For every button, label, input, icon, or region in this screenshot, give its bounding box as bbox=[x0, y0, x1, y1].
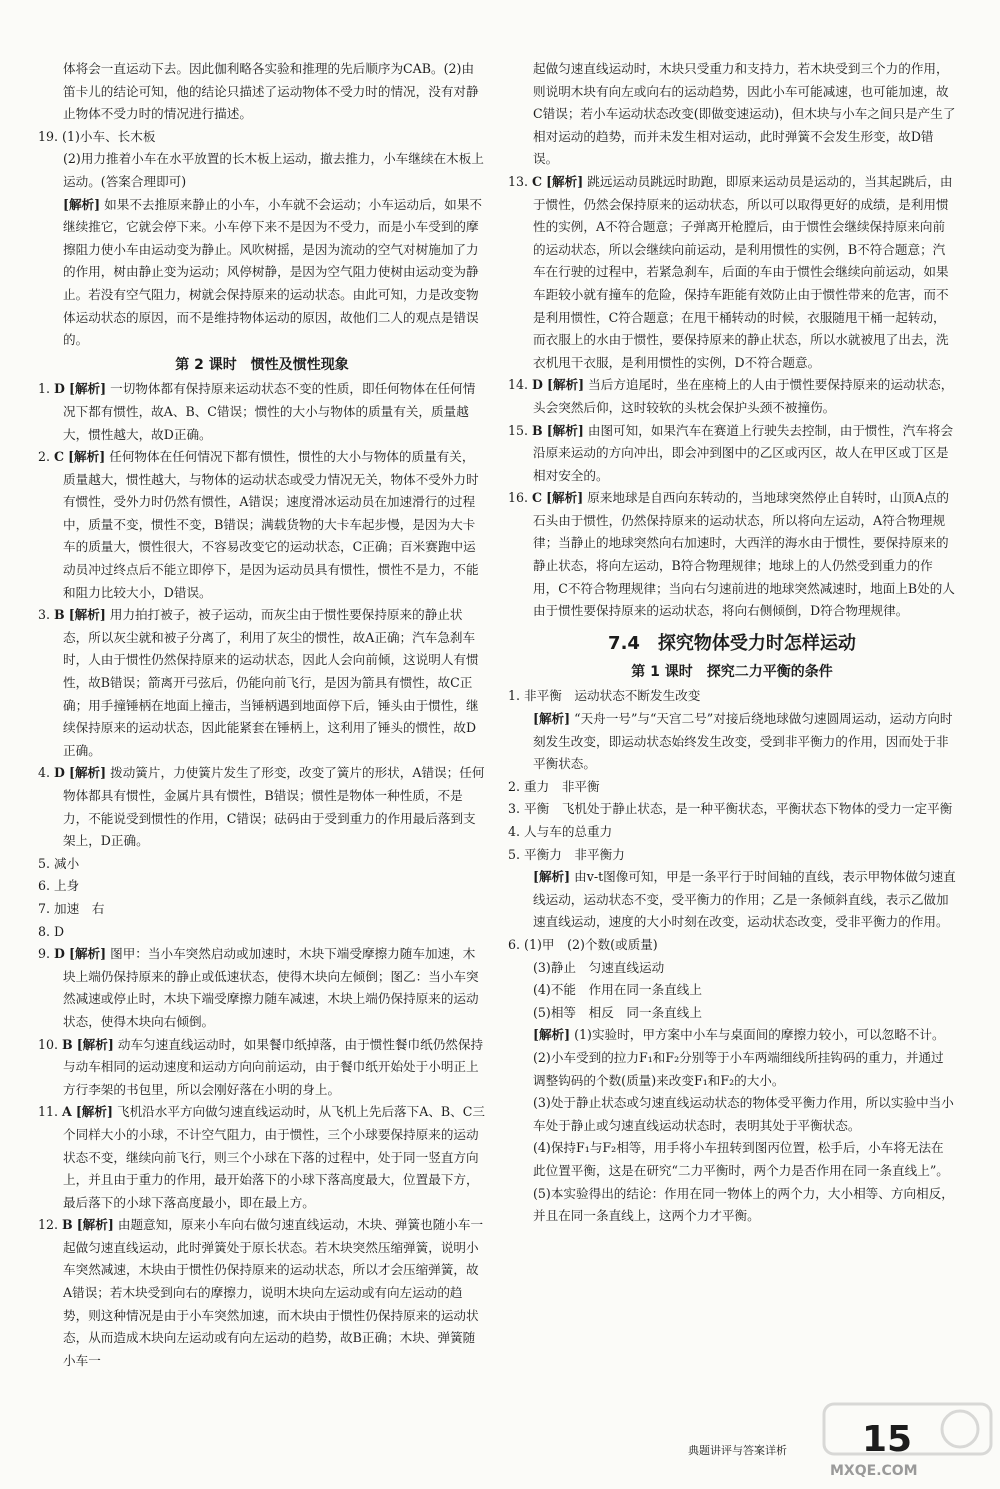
item-text: 平衡 飞机处于静止状态，是一种平衡状态，平衡状态下物体的受力一定平衡 bbox=[524, 801, 953, 817]
analysis-tag: [解析] bbox=[546, 422, 584, 438]
item-text: (4)不能 作用在同一条直线上 bbox=[533, 982, 702, 998]
item-number: 13. bbox=[508, 173, 529, 189]
item-text: 任何物体在任何情况下都有惯性，惯性的大小与物体的质量有关，质量越大，惯性越大，与物体的运动状态或受力情况无关，物体不受外力时有惯性，受外力时仍然有惯性，A错误；速度滑冰运动员在加速滑行的过程中，质量不变，惯性不变，B错误；满载货物的大卡车起步慢，是因为大卡车的质量大，惯性很大，不容易改变它的运动状态，C正确；百米赛跑中运动员冲过终点后不能立即停下，是因为运动员具有惯性，惯性不是力，不能和阻力比较大小，D错误。 bbox=[63, 449, 479, 600]
item-number: 5. bbox=[508, 846, 521, 862]
left-column bbox=[38, 58, 486, 1372]
item-text: 如果不去推原来静止的小车，小车就不会运动；小车运动后，如果不继续推它，它就会停下来。小车停下来不是因为不受力，而是小车受到的摩擦阻力使小车由运动变为静止。风吹树摇，是因为流动的空气对树施加了力的作用，树由静止变为运动；风停树静，是因为空气阻力使树由运动变为静止。若没有空气阻力，树就会保持原来的运动状态。由此可知，力是改变物体运动状态的原因，而不是维持物体运动的原因，故他们二人的观点是错误的。 bbox=[63, 196, 482, 348]
answer-paragraph bbox=[38, 58, 486, 126]
item-number: 4. bbox=[508, 824, 521, 839]
item-answer: D bbox=[54, 765, 65, 781]
item-number: 10. bbox=[38, 1036, 59, 1052]
item-number: 16. bbox=[508, 490, 529, 506]
item-number: 12. bbox=[38, 1217, 59, 1233]
item-answer: C bbox=[532, 490, 543, 506]
answer-item bbox=[38, 1101, 486, 1214]
item-answer: B bbox=[54, 607, 65, 623]
item-text: 加速 右 bbox=[54, 900, 105, 916]
analysis-tag: [解析] bbox=[76, 1217, 114, 1233]
item-text: (3)静止 匀速直线运动 bbox=[533, 959, 665, 975]
answer-item bbox=[38, 762, 486, 852]
item-answer: C bbox=[532, 173, 543, 189]
watermark-text: MXQE.COM bbox=[830, 1463, 918, 1479]
item-number: 9. bbox=[38, 946, 51, 962]
analysis-tag: [解析] bbox=[76, 1036, 114, 1052]
item-text: 上身 bbox=[54, 878, 80, 894]
answer-item bbox=[508, 798, 956, 821]
answer-item bbox=[508, 844, 956, 867]
answer-item bbox=[38, 853, 486, 876]
answer-paragraph bbox=[508, 1137, 956, 1182]
item-number: 15. bbox=[508, 422, 529, 438]
lesson-heading: 第 1 课时 探究二力平衡的条件 bbox=[631, 663, 833, 680]
answer-paragraph bbox=[508, 1024, 956, 1047]
answer-paragraph bbox=[38, 194, 486, 352]
item-number: 4. bbox=[38, 765, 51, 781]
item-text: 平衡力 非平衡力 bbox=[524, 846, 625, 862]
analysis-tag: [解析] bbox=[533, 1027, 571, 1043]
item-text: 原来地球是自西向东转动的，当地球突然停止自转时，山顶A点的石头由于惯性，仍然保持原来的运动状态，所以将向左运动，A符合物理规律；当静止的地球突然向右加速时，大西洋的海水由于惯性，要保持原来的静止状态，将向左运动，B符合物理规律；地球上的人仍然受到重力的作用，C不符合物理规律；当向右匀速前进的地球突然减速时，地面上B处的人由于惯性要保持原来的运动状态，将向右侧倾倒，D符合物理规律。 bbox=[533, 490, 955, 619]
item-text: 由图可知，如果汽车在赛道上行驶失去控制，由于惯性，汽车将会沿原来运动的方向冲出，即会冲到图中的乙区或丙区，故人在甲区或丁区是相对安全的。 bbox=[533, 422, 954, 483]
item-text: 起做匀速直线运动时，木块只受重力和支持力，若木块受到三个力的作用，则说明木块有向左或向右的运动趋势，因此小车可能减速，也可能加速，故C错误；若小车运动状态改变(即做变速运动)，但木块与小车之间只是产生了相对运动的趋势，而并未发生相对运动，此时弹簧不会发生形变，故D错误。 bbox=[533, 61, 956, 167]
item-number: 3. bbox=[38, 607, 51, 623]
item-answer: B bbox=[62, 1217, 73, 1233]
item-text: 一切物体都有保持原来运动状态不变的性质，即任何物体在任何情况下都有惯性，故A、B、C错误；惯性的大小与物体的质量有关，质量越大，惯性越大，故D正确。 bbox=[63, 381, 476, 442]
item-number: 1. bbox=[38, 381, 51, 397]
answer-item bbox=[38, 378, 486, 446]
item-number: 8. bbox=[38, 923, 51, 939]
item-text: (2)小车受到的拉力F₁和F₂分别等于小车两端细线所挂钩码的重力，并通过调整钩码的个数(质量)来改变F₁和F₂的大小。 bbox=[533, 1049, 944, 1088]
answer-item bbox=[508, 776, 956, 799]
item-number: 11. bbox=[38, 1104, 59, 1120]
item-number: 2. bbox=[508, 778, 521, 794]
answer-item bbox=[38, 943, 486, 1033]
answer-item bbox=[508, 487, 956, 623]
item-text: 飞机沿水平方向做匀速直线运动时，从飞机上先后落下A、B、C三个同样大小的小球，不计空气阻力，由于惯性，三个小球要保持原来的运动状态不变，继续向前飞行，则三个小球在下落的过程中，处于同一竖直方向上，并且由于重力的作用，最开始落下的小球下落高度最大，位置最下方，最后落下的小球下落高度最小，即在最上方。 bbox=[63, 1104, 485, 1210]
item-text: 非平衡 运动状态不断发生改变 bbox=[524, 688, 701, 704]
item-text: 当后方追尾时，坐在座椅上的人由于惯性要保持原来的运动状态，头会突然后仰，这时较软的头枕会保护头颈不被撞伤。 bbox=[533, 377, 954, 415]
answer-paragraph bbox=[508, 1183, 956, 1228]
item-text: D bbox=[54, 923, 65, 939]
item-text: 人与车的总重力 bbox=[524, 824, 613, 839]
item-number: 14. bbox=[508, 377, 529, 393]
analysis-tag: [解析] bbox=[68, 946, 107, 962]
answer-item bbox=[38, 1214, 486, 1372]
analysis-tag: [解析] bbox=[546, 490, 584, 506]
analysis-tag: [解析] bbox=[75, 1104, 113, 1120]
item-answer: B bbox=[62, 1036, 73, 1052]
item-number: 5. bbox=[38, 855, 51, 871]
item-text: (2)用力推着小车在水平放置的长木板上运动，撤去推力，小车继续在木板上运动。(答案合理即可) bbox=[63, 151, 484, 189]
item-text: 体将会一直运动下去。因此伽利略各实验和推理的先后顺序为CAB。(2)由笛卡儿的结论可知，他的结论只描述了运动物体不受力时的情况，没有对静止物体不受力时的情况进行描述。 bbox=[63, 61, 479, 122]
item-text: 图甲：当小车突然启动或加速时，木块下端受摩擦力随车加速，木块上端仍保持原来的静止或低速状态，使得木块向左倾倒；图乙：当小车突然减速或停止时，木块下端受摩擦力随车减速，木块上端仍保持原来的运动状态，使得木块向右倾倒。 bbox=[63, 946, 479, 1029]
answer-item bbox=[38, 604, 486, 762]
item-answer: B bbox=[532, 422, 543, 438]
section-heading: 7.4 探究物体受力时怎样运动 bbox=[608, 632, 856, 654]
item-number: 2. bbox=[38, 449, 51, 465]
answer-item bbox=[38, 1034, 486, 1102]
answer-paragraph bbox=[508, 708, 956, 776]
item-text: 拨动簧片，力使簧片发生了形变，改变了簧片的形状，A错误；任何物体都具有惯性，金属片具有惯性，B错误；惯性是物体一种性质，不是力，不能说受到惯性的作用，C错误；砝码由于受到重力的作用最后落到支架上，D正确。 bbox=[63, 765, 485, 849]
answer-item bbox=[38, 921, 486, 944]
footer-label: 典题讲评与答案详析 bbox=[688, 1444, 787, 1457]
item-text: “天舟一号”与“天宫二号”对接后绕地球做匀速圆周运动，运动方向时刻发生改变，即运动状态始终发生改变，受到非平衡力的作用，因而处于非平衡状态。 bbox=[533, 711, 953, 772]
item-answer: D bbox=[532, 377, 543, 393]
right-column bbox=[508, 58, 956, 1228]
item-text: (4)保持F₁与F₂相等，用手将小车扭转到图丙位置，松手后，小车将无法在此位置平衡，这是在研究“二力平衡时，两个力是否作用在同一条直线上”。 bbox=[533, 1140, 949, 1178]
answer-item bbox=[38, 446, 486, 604]
answer-item bbox=[38, 126, 486, 149]
answer-item bbox=[508, 171, 956, 374]
item-text: 由v-t图像可知，甲是一条平行于时间轴的直线，表示甲物体做匀速直线运动，运动状态不变，受平衡力的作用；乙是一条倾斜直线，表示乙做加速直线运动，速度的大小时刻在改变，运动状态改变，受非平衡力的作用。 bbox=[533, 869, 956, 930]
analysis-tag: [解析] bbox=[68, 381, 107, 397]
answer-paragraph bbox=[508, 1092, 956, 1137]
analysis-tag: [解析] bbox=[68, 765, 107, 781]
item-text: (1)甲 (2)个数(或质量) bbox=[524, 936, 658, 952]
item-text: (5)相等 相反 同一条直线上 bbox=[533, 1004, 702, 1020]
item-text: (3)处于静止状态或匀速直线运动状态的物体受平衡力作用，所以实验中当小车处于静止或匀速直线运动状态时，表明其处于平衡状态。 bbox=[533, 1095, 954, 1133]
item-text: 用力拍打被子，被子运动，而灰尘由于惯性要保持原来的静止状态，所以灰尘就和被子分离了，利用了灰尘的惯性，故A正确；汽车急刹车时，人由于惯性仍然保持原来的运动状态，因此人会向前倾，这说明人有惯性，故B错误；箭离开弓弦后，仍能向前飞行，是因为箭具有惯性，故C正确；用手撞锤柄在地面上撞击，当锤柄遇到地面停下后，锤头由于惯性，继续保持原来的运动状态，因此能紧套在锤柄上，这利用了锤头的惯性，故D正确。 bbox=[63, 607, 479, 758]
answer-item bbox=[38, 898, 486, 921]
answer-paragraph bbox=[508, 866, 956, 934]
item-number: 19. bbox=[38, 128, 59, 144]
analysis-tag: [解析] bbox=[68, 449, 106, 465]
item-answer: A bbox=[62, 1104, 72, 1120]
page-number: 15 bbox=[862, 1419, 913, 1460]
item-text: (5)本实验得出的结论：作用在同一物体上的两个力，大小相等、方向相反，并且在同一条直线上，这两个力才平衡。 bbox=[533, 1185, 954, 1224]
item-text: 重力 非平衡 bbox=[524, 778, 600, 794]
answer-item bbox=[508, 685, 956, 708]
answer-paragraph bbox=[508, 1047, 956, 1092]
analysis-tag: [解析] bbox=[533, 711, 571, 727]
answer-paragraph bbox=[38, 148, 486, 193]
analysis-tag: [解析] bbox=[533, 869, 571, 885]
answer-item bbox=[38, 875, 486, 898]
answer-paragraph bbox=[508, 979, 956, 1002]
analysis-tag: [解析] bbox=[546, 377, 585, 393]
item-text: 减小 bbox=[54, 855, 80, 871]
analysis-tag: [解析] bbox=[546, 173, 584, 189]
answer-paragraph bbox=[508, 957, 956, 980]
item-number: 7. bbox=[38, 900, 51, 916]
lesson-heading: 第 2 课时 惯性及惯性现象 bbox=[175, 356, 349, 373]
item-number: 6. bbox=[38, 878, 51, 894]
analysis-tag: [解析] bbox=[63, 196, 101, 212]
item-text: 跳远运动员跳远时助跑，即原来运动员是运动的，当其起跳后，由于惯性，仍然会保持原来的运动状态，所以可以取得更好的成绩，是利用惯性的实例，A不符合题意；子弹离开枪膛后，由于惯性会继续保持原来向前的运动状态，所以会继续向前运动，是利用惯性的实例，B不符合题意；汽车在行驶的过程中，若紧急刹车，后面的车由于惯性会继续向前运动，如果车距较小就有撞车的危险，保持车距能有效防止由于惯性带来的危害，而不是利用惯性，C符合题意；在甩干桶转动的时候，衣服随甩干桶一起转动，而衣服上的水由于惯性，要保持原来的静止状态，所以水就被甩了出去，洗衣机甩干衣服，是利用惯性的实例，D不符合题意。 bbox=[533, 173, 953, 370]
item-answer: C bbox=[54, 449, 65, 465]
answer-paragraph bbox=[508, 1002, 956, 1025]
item-number: 6. bbox=[508, 936, 521, 952]
item-number: 3. bbox=[508, 801, 521, 817]
answer-item bbox=[508, 821, 956, 844]
answer-item bbox=[508, 934, 956, 957]
item-text: 动车匀速直线运动时，如果餐巾纸掉落，由于惯性餐巾纸仍然保持与动车相同的运动速度和运动方向向前运动，由于餐巾纸开始处于小明正上方行李架的书包里，所以会刚好落在小明的身上。 bbox=[63, 1036, 484, 1097]
item-text: 由题意知，原来小车向右做匀速直线运动，木块、弹簧也随小车一起做匀速直线运动，此时弹簧处于原长状态。若木块突然压缩弹簧，说明小车突然减速，木块由于惯性仍保持原来的运动状态，所以才会压缩弹簧，故A错误；若木块受到向右的摩擦力，说明木块向左运动或有向左运动的趋势，则这种情况是由于小车突然加速，而木块由于惯性仍保持原来的运动状态，从而造成木块向左运动或有向左运动的趋势，故B正确；木块、弹簧随小车一 bbox=[63, 1217, 484, 1368]
answer-item bbox=[508, 420, 956, 488]
item-text: (1)小车、长木板 bbox=[62, 128, 156, 144]
item-answer: D bbox=[54, 946, 65, 962]
answer-item bbox=[508, 374, 956, 419]
answer-paragraph bbox=[508, 58, 956, 171]
item-text: (1)实验时，甲方案中小车与桌面间的摩擦力较小，可以忽略不计。 bbox=[574, 1027, 945, 1043]
item-number: 1. bbox=[508, 688, 521, 704]
item-answer: D bbox=[54, 381, 65, 397]
analysis-tag: [解析] bbox=[68, 607, 106, 623]
